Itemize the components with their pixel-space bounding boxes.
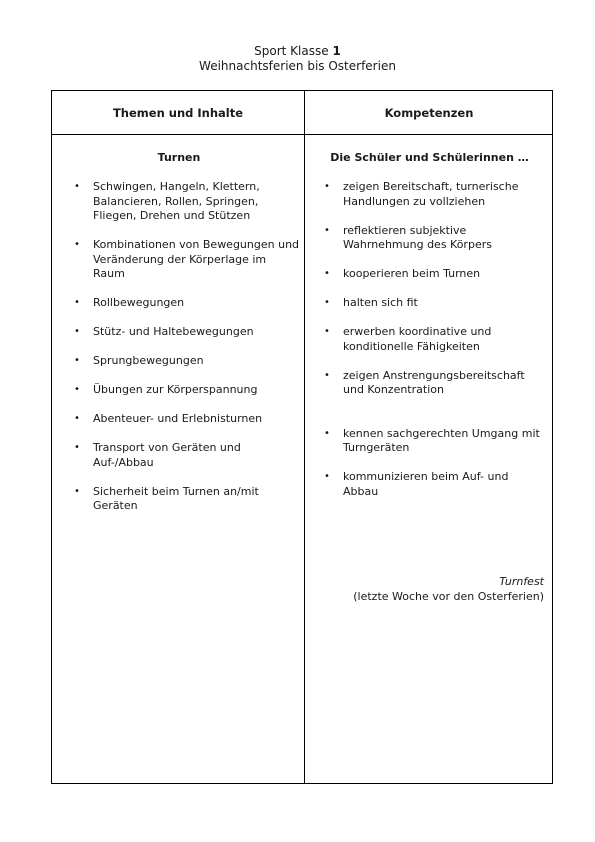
header-divider — [52, 134, 552, 135]
list-item: • Kombinationen von Bewegungen und Veränderung der Körperlage im Raum — [72, 238, 300, 282]
list-item: • reflektieren subjektive Wahrnehmung des Körpers — [322, 224, 542, 253]
list-item: • halten sich fit — [322, 296, 542, 311]
list-item: • Rollbewegungen — [72, 296, 300, 311]
note-title: Turnfest — [499, 575, 544, 588]
themes-column — [72, 151, 300, 528]
list-item: • kooperieren beim Turnen — [322, 267, 542, 282]
column-divider — [304, 91, 305, 783]
class-number: 1 — [332, 44, 341, 58]
list-item: • kommunizieren beim Auf- und Abbau — [322, 470, 542, 499]
list-item: • Transport von Geräten und Auf-/Abbau — [72, 441, 300, 470]
list-item: • erwerben koordinative und konditionelle Fähigkeiten — [322, 325, 542, 354]
title-prefix: Sport Klasse — [254, 44, 329, 58]
column-header-themes: Themen und Inhalte — [112, 105, 244, 120]
turnfest-note — [353, 575, 544, 604]
list-item: • kennen sachgerechten Umgang mit Turngeräten — [322, 427, 542, 456]
list-item: • Schwingen, Hangeln, Klettern, Balancieren, Rollen, Springen, Fliegen, Drehen und Stützen — [72, 180, 300, 224]
themes-subheading: Turnen — [157, 151, 201, 164]
competencies-column — [322, 151, 542, 514]
column-header-competencies: Kompetenzen — [384, 105, 474, 120]
document-subtitle: Weihnachtsferien bis Osterferien — [199, 59, 396, 73]
list-item: • Übungen zur Körperspannung — [72, 383, 300, 398]
list-item: • Sprungbewegungen — [72, 354, 300, 369]
themes-list — [72, 180, 300, 514]
competencies-list — [322, 180, 542, 499]
list-item: • Abenteuer- und Erlebnisturnen — [72, 412, 300, 427]
document-header — [0, 44, 595, 74]
list-item: • Stütz- und Haltebewegungen — [72, 325, 300, 340]
document-title — [0, 44, 595, 59]
list-item: • zeigen Bereitschaft, turnerische Handlungen zu vollziehen — [322, 180, 542, 209]
list-item: • zeigen Anstrengungsbereitschaft und Konzentration — [322, 369, 542, 398]
curriculum-table — [51, 90, 553, 784]
list-item: • Sicherheit beim Turnen an/mit Geräten — [72, 485, 300, 514]
competencies-subheading: Die Schüler und Schülerinnen … — [330, 151, 529, 164]
note-text: (letzte Woche vor den Osterferien) — [353, 589, 544, 603]
